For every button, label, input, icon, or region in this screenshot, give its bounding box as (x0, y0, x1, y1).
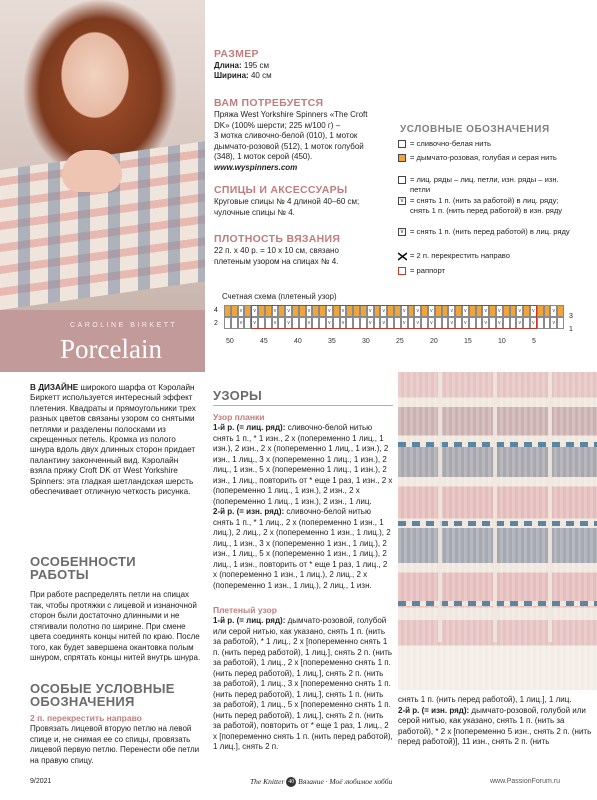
yarn-website-link[interactable]: www.wyspinners.com (214, 162, 298, 172)
blue-stitch-row (398, 521, 597, 526)
chart-cell: v (367, 317, 374, 329)
features-text: При работе распределять петли на спицах так, чтобы протяжки с лицевой и изнаночной сторон были достаточно длинными и не стягивали полотно по ширине. При смене цвета соединять концы нитей по краю. После того, как будет завершена окантовка полым шнуром, спрятать концы нитей внутрь шнура. (30, 590, 201, 662)
cream-swatch-icon (398, 140, 406, 148)
cross-stitch-subheading: 2 п. перекрестить направо (30, 713, 142, 723)
row-label-2: 2 (214, 320, 218, 327)
chart-cell (544, 305, 551, 317)
cross-right-icon (398, 252, 406, 260)
needles-heading: СПИЦЫ И АКСЕССУАРЫ (214, 184, 348, 196)
chart-cell: v (462, 317, 469, 329)
size-heading: РАЗМЕР (214, 48, 259, 60)
orange-swatch-icon (398, 154, 406, 162)
title-banner (0, 310, 205, 372)
issue-number: 9/2021 (30, 778, 52, 785)
chart-cell (537, 317, 544, 329)
page-number: 40 (288, 779, 295, 786)
row-label-1: 1 (569, 326, 573, 333)
cream-stitch-column (548, 372, 552, 642)
legend-item-slip-back: v = снять 1 п. (нить за работой) в лиц. ряду; снять 1 п. (нить перед работой) в изн. ряду (410, 196, 580, 215)
chart-cell: v (496, 305, 503, 317)
chart-cell: v (550, 305, 557, 317)
hand-image (62, 150, 122, 192)
chart-cell (544, 317, 551, 329)
chart-cell: v (306, 305, 313, 317)
size-length: Длина: 195 см (214, 61, 269, 70)
chart-cell: v (401, 305, 408, 317)
chart-cell: v (306, 317, 313, 329)
features-heading: ОСОБЕННОСТИ РАБОТЫ (30, 554, 136, 582)
chart-cell: v (428, 317, 435, 329)
chart-cell: v (550, 317, 557, 329)
chart-cell: v (530, 317, 537, 329)
chart-cell: v (340, 317, 347, 329)
blue-stitch-row (398, 442, 597, 447)
edge-pattern-text: 1-й р. (= лиц. ряд): сливочно-белой нитью снять 1 п., * 1 изн., 2 х (попеременно 1 лиц., 1 изн.), 2 изн., 2 х (попеременно 1 лиц., 1 изн.), 2 изн., 1 лиц., 3 х (попеременно 1 лиц., 1 изн.), 2 лиц., 1 изн., 5 х (попеременно 1 лиц., 1 изн.), 2 изн., 1 лиц., повторить от * еще 1 раз, 1 изн., 2 х (попеременно 1 лиц., 1 изн.), 2 изн., 2 х (попеременно 1 лиц., 1 изн.), 2 изн., 1 лиц. 2-й р. (= изн. ряд): сливочно-белой нитью снять 1 п., * 1 лиц., 2 х (попеременно 1 изн., 1 лиц.), 2 лиц., 2 х (попеременно 1 изн., 1 лиц.), 2 лиц., 1 изн., 3 х (попеременно 1 изн., 1 лиц.), 2 изн., 1 лиц., 5 х (попеременно 1 изн., 1 лиц.), 2 лиц., 1 изн., повторить от * еще 1 раз, 1 лиц., 2 х (попеременно 1 изн., 1 лиц.), 2 лиц., 2 х (попеременно 1 изн., 1 лиц.), 2 лиц., 1 изн. (213, 423, 393, 590)
size-width: Ширина: 40 см (214, 71, 272, 80)
materials-heading: ВАМ ПОТРЕБУЕТСЯ (214, 97, 324, 109)
patterns-heading: УЗОРЫ (213, 388, 263, 403)
edge-pattern-heading: Узор планки (213, 412, 265, 422)
woven-pattern-continued: снять 1 п. (нить перед работой), 1 лиц.], 1 лиц. 2-й р. (= изн. ряд): дымчато-розовой, голубой или серой нитью, как указано, снять 1 п. (нить за работой), * 2 х [попеременно 5 изн., снять 2 п. (нить перед работой)], 11 изн., снять 2 п. (нить (398, 695, 592, 746)
cross-stitch-text: Провязать лицевой вторую петлю на левой спице и, не снимая ее со спицы, провязать лицевой первую петлю. Перенести обе петли на правую спицу. (30, 724, 200, 765)
v-symbol-icon: v (398, 197, 406, 205)
woven-pattern-text: 1-й р. (= лиц. ряд): дымчато-розовой, голубой или серой нитью, как указано, снять 1 п. (нить за работой), * 1 лиц., 2 х [попеременно снять 1 п. (нить перед работой), 1 лиц.], снять 2 п. (нить за работой), 1 лиц., 2 х [попеременно снять 1 п. (нить перед работой), 1 лиц.], снять 2 п. (нить за работой), 1 лиц., 3 х [попеременно снять 1 п. (нить перед работой), 1 лиц.], снять 1 п. (нить за работой), 1 лиц., 5 х [попеременно снять 1 п. (нить перед работой), 1 лиц.], снять 2 п. (нить за работой), повторить от * еще 1 раз, 1 лиц., 2 х [попеременно снять 1 п. (нить перед работой), 1 лиц.], снять 2 п. (213, 616, 393, 751)
chart-cell: v (238, 305, 245, 317)
chart-cell: v (428, 305, 435, 317)
legend-item-cross: = 2 п. перекрестить направо (410, 251, 595, 261)
knit-sample-photo (398, 372, 597, 690)
designer-byline: CAROLINE BIRKETT (70, 322, 178, 329)
chart-cell: v (326, 317, 333, 329)
special-symbols-heading: ОСОБЫЕ УСЛОВНЫЕ ОБОЗНАЧЕНИЯ (30, 681, 175, 709)
rapport-frame (251, 305, 537, 329)
chart-cell: v (272, 317, 279, 329)
chart-cell (224, 305, 231, 317)
chart-cell: v (367, 305, 374, 317)
underlined-v-icon: v (398, 228, 406, 236)
patterns-divider (213, 405, 393, 406)
axis-tick-label: 5 (532, 338, 536, 345)
legend-heading: УСЛОВНЫЕ ОБОЗНАЧЕНИЯ (400, 124, 550, 135)
axis-tick-label: 25 (396, 338, 404, 345)
chart-cell (224, 317, 231, 329)
pattern-title: Porcelain (60, 334, 162, 364)
axis-tick-label: 40 (294, 338, 302, 345)
legend-item-rapport: = раппорт (410, 266, 595, 276)
chart-cell: v (482, 317, 489, 329)
chart-cell: v (285, 317, 292, 329)
chart-cell: v (326, 305, 333, 317)
chart-cell: v (414, 317, 421, 329)
empty-square-icon (398, 176, 406, 184)
chart-cell: v (285, 305, 292, 317)
blue-stitch-row (398, 601, 597, 606)
model-photo (0, 0, 205, 310)
gauge-text: 22 п. х 40 р. = 10 х 10 см, связано плетеным узором на спицах № 4. (214, 246, 339, 266)
chart-cell: v (516, 317, 523, 329)
chart-cell: v (401, 317, 408, 329)
chart-cell: v (496, 317, 503, 329)
legend-item-knit: = лиц. ряды – лиц. петли, изн. ряды – изн. петли (410, 175, 580, 194)
axis-tick-label: 30 (362, 338, 370, 345)
axis-tick-label: 15 (464, 338, 472, 345)
row-label-3: 3 (569, 313, 573, 320)
axis-tick-label: 45 (260, 338, 268, 345)
materials-text: Пряжа West Yorkshire Spinners «The Croft DK» (100% шерсти; 225 м/100 г) – 3 мотка сливочно-белой (010), 1 моток дымчато-розовой (512), 1 моток голубой (348), 1 моток серой (450). www.wyspinners.com (214, 110, 394, 173)
magazine-footer: The Knitter 40 Вязание · Моё любимое хобби (250, 777, 393, 786)
knitting-chart (224, 305, 564, 329)
row-label-4: 4 (214, 307, 218, 314)
chart-cell (244, 305, 251, 317)
chart-cell (557, 317, 564, 329)
chart-cell: v (238, 317, 245, 329)
chart-cell: v (251, 317, 258, 329)
chart-cell (557, 305, 564, 317)
chart-cell: v (462, 305, 469, 317)
chart-cell (231, 317, 238, 329)
chart-cell: v (530, 305, 537, 317)
axis-tick-label: 35 (328, 338, 336, 345)
cream-stitch-column (438, 372, 442, 642)
chart-cell: v (340, 305, 347, 317)
chart-cell (244, 317, 251, 329)
chart-cell: v (380, 317, 387, 329)
chart-cell: v (482, 305, 489, 317)
legend-item-cream: = сливочно-белая нить (410, 139, 595, 149)
rapport-frame-icon (398, 267, 406, 275)
needles-text: Круговые спицы № 4 длиной 40–60 см; чулочные спицы № 4. (214, 197, 360, 217)
chart-cell: v (414, 305, 421, 317)
chart-title: Счетная схема (плетеный узор) (222, 292, 337, 301)
gauge-heading: ПЛОТНОСТЬ ВЯЗАНИЯ (214, 233, 341, 245)
chart-cell: v (448, 317, 455, 329)
chart-cell: v (448, 305, 455, 317)
chart-cell: v (380, 305, 387, 317)
woven-pattern-heading: Плетеный узор (213, 605, 277, 615)
chart-cell (231, 305, 238, 317)
chart-cell (537, 305, 544, 317)
legend-item-slip-front: v = снять 1 п. (нить перед работой) в лиц. ряду (410, 227, 580, 237)
watermark: www.PassionForum.ru (490, 778, 561, 785)
axis-tick-label: 50 (226, 338, 234, 345)
intro-paragraph: В ДИЗАЙНЕ широкого шарфа от Кэролайн Биркетт используется интересный эффект плетения. Квадраты и прямоугольники трех разных цветов связаны узором со снятыми петлями и разделены полосками из скрещенных петель. Кромка из полого шнура вдоль двух длинных сторон придает палантину законченный вид. Кэролайн взяла пряжу Croft DK от West Yorkshire Spinners: эта гладкая шетландская шерсть обеспечивает отличную четкость рисунка. (30, 383, 196, 497)
axis-tick-label: 10 (498, 338, 506, 345)
legend-item-color: = дымчато-розовая, голубая и серая нить (410, 153, 585, 163)
axis-tick-label: 20 (430, 338, 438, 345)
chart-cell: v (516, 305, 523, 317)
chart-cell: v (251, 305, 258, 317)
cream-stitch-column (493, 372, 497, 642)
chart-cell: v (272, 305, 279, 317)
